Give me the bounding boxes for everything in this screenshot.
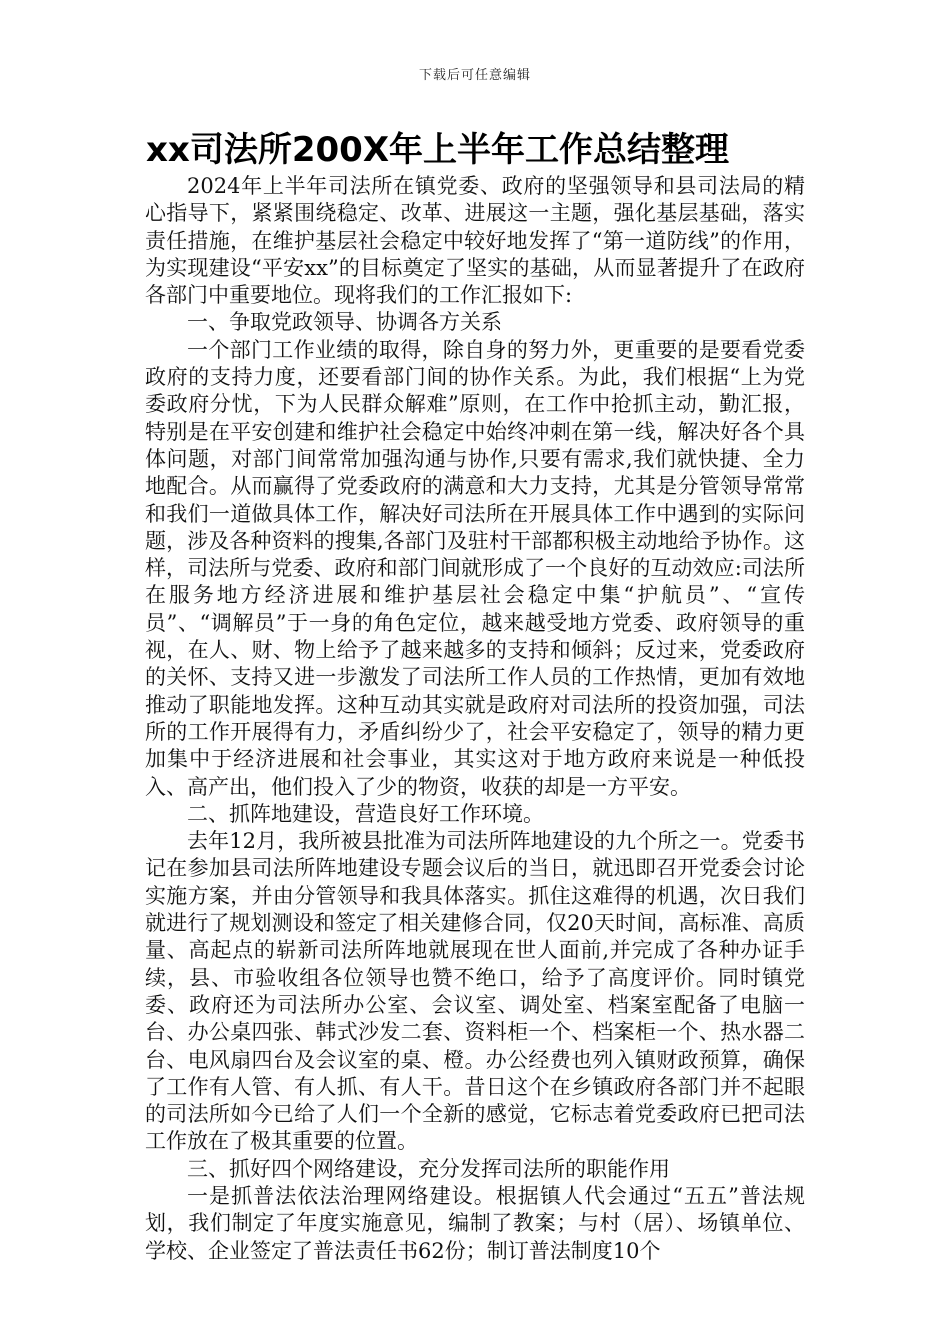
- document-body: [145, 173, 805, 1265]
- section-heading-1: 一、争取党政领导、协调各方关系: [187, 310, 502, 335]
- section-heading-2: 二、抓阵地建设，营造良好工作环境。: [187, 801, 544, 826]
- section-2-paragraph: 去年12月，我所被县批准为司法所阵地建设的九个所之一。党委书记在参加县司法所阵地建设专题会议后的当日，就迅即召开党委会讨论实施方案，并由分管领导和我具体落实。抓住这难得的机遇，次日我们就进行了规划测设和签定了相关建修合同，仅20天时间，高标准、高质量、高起点的崭新司法所阵地就展现在世人面前,并完成了各种办证手续，县、市验收组各位领导也赞不绝口，给予了高度评价。同时镇党委、政府还为司法所办公室、会议室、调处室、档案室配备了电脑一台、办公桌四张、韩式沙发二套、资料柜一个、档案柜一个、热水器二台、电风扇四台及会议室的桌、橙。办公经费也列入镇财政预算，确保了工作有人管、有人抓、有人干。昔日这个在乡镇政府各部门并不起眼的司法所如今已给了人们一个全新的感觉，它标志着党委政府已把司法工作放在了极其重要的位置。: [145, 829, 805, 1154]
- section-3-paragraph: 一是抓普法依法治理网络建设。根据镇人代会通过“五五”普法规划，我们制定了年度实施意见，编制了教案；与村（居）、场镇单位、学校、企业签定了普法责任书62份；制订普法制度10个: [145, 1183, 805, 1263]
- page-header: 下载后可任意编辑: [418, 68, 531, 83]
- intro-paragraph: 2024年上半年司法所在镇党委、政府的坚强领导和县司法局的精心指导下，紧紧围绕稳定、改革、进展这一主题，强化基层基础，落实责任措施，在维护基层社会稳定中较好地发挥了“第一道防线”的作用，为实现建设“平安xx”的目标奠定了坚实的基础，从而显著提升了在政府各部门中重要地位。现将我们的工作汇报如下:: [145, 174, 805, 308]
- document-title: xx司法所200X年上半年工作总结整理: [146, 130, 730, 170]
- section-heading-3: 三、抓好四个网络建设，充分发挥司法所的职能作用: [187, 1156, 670, 1181]
- section-1-paragraph: 一个部门工作业绩的取得，除自身的努力外，更重要的是要看党委政府的支持力度，还要看部门间的协作关系。为此，我们根据“上为党委政府分忧，下为人民群众解难”原则，在工作中抢抓主动，勤汇报，特别是在平安创建和维护社会稳定中始终冲刺在第一线，解决好各个具体问题，对部门间常常加强沟通与协作,只要有需求,我们就快捷、全力地配合。从而赢得了党委政府的满意和大力支持，尤其是分管领导常常和我们一道做具体工作，解决好司法所在开展具体工作中遇到的实际问题，涉及各种资料的搜集,各部门及驻村干部都积极主动地给予协作。这样，司法所与党委、政府和部门间就形成了一个良好的互动效应:司法所在服务地方经济进展和维护基层社会稳定中集“护航员”、“宣传员”、“调解员”于一身的角色定位，越来越受地方党委、政府领导的重视，在人、财、物上给予了越来越多的支持和倾斜；反过来，党委政府的关怀、支持又进一步激发了司法所工作人员的工作热情，更加有效地推动了职能地发挥。这种互动其实就是政府对司法所的投资加强，司法所的工作开展得有力，矛盾纠纷少了，社会平安稳定了，领导的精力更加集中于经济进展和社会事业，其实这对于地方政府来说是一种低投入、高产出，他们投入了少的物资，收获的却是一方平安。: [145, 337, 805, 799]
